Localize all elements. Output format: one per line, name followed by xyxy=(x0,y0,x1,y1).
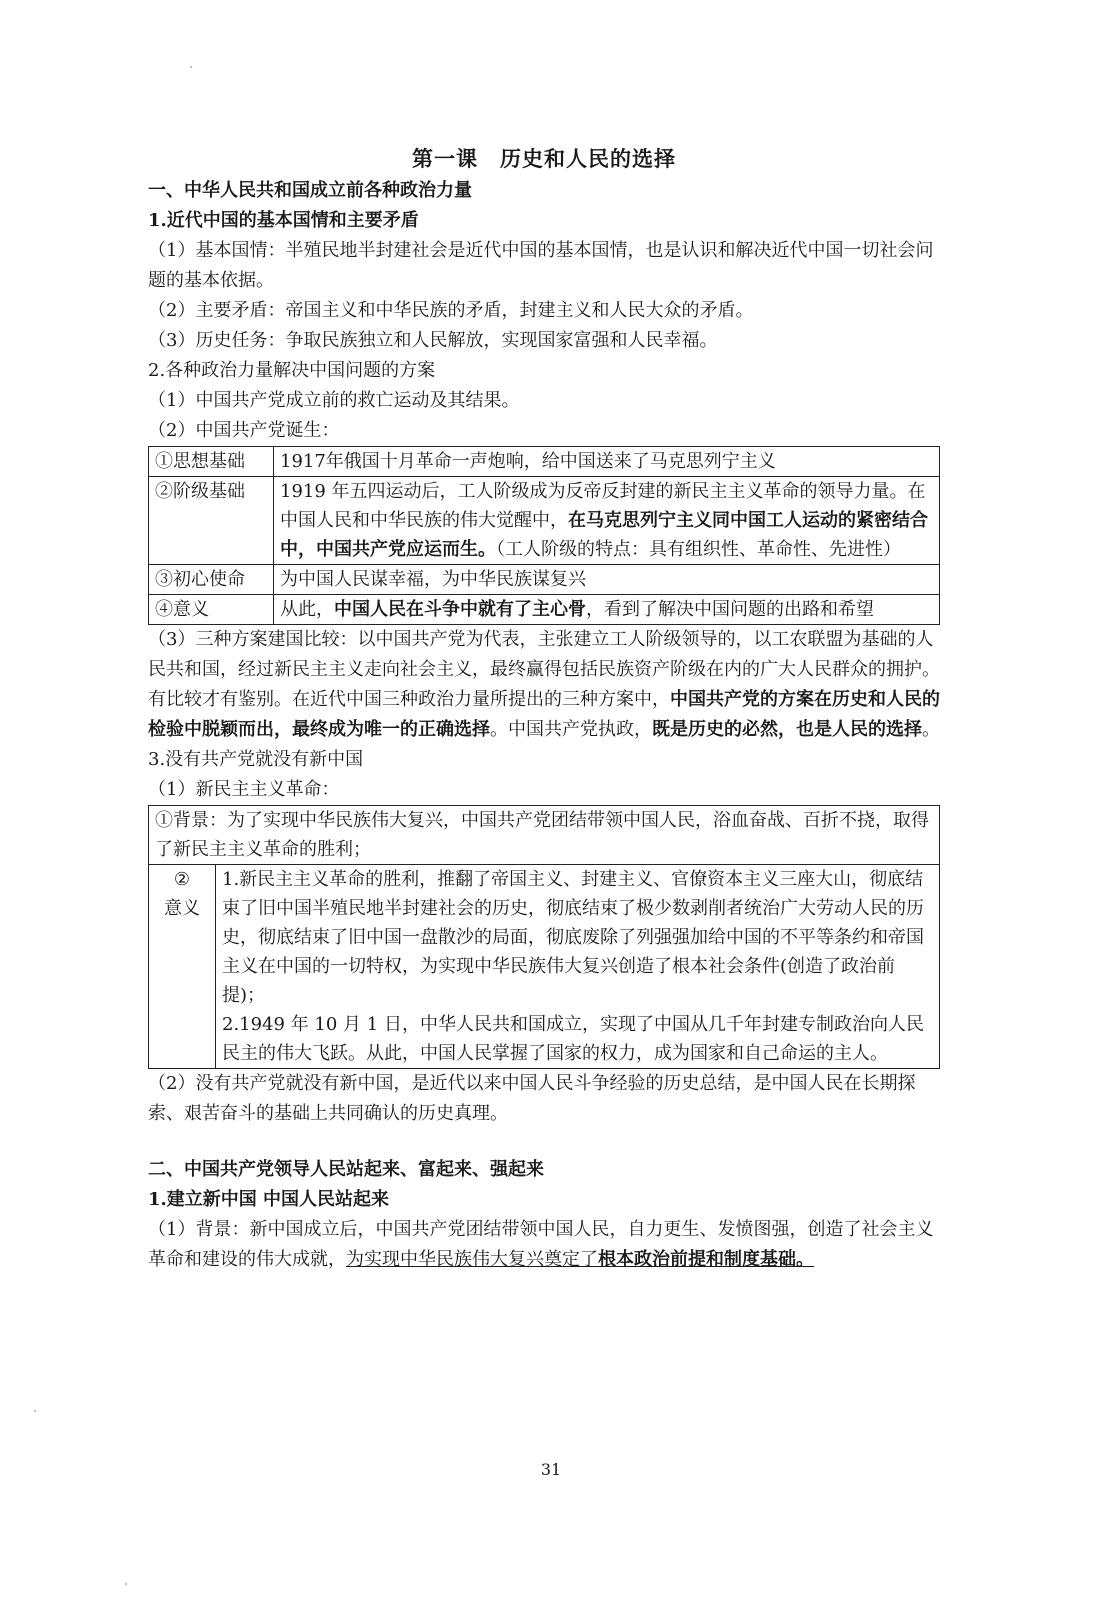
paragraph: （1）新民主主义革命： xyxy=(148,779,340,800)
scan-speck xyxy=(190,66,192,68)
page-number: 31 xyxy=(540,1460,562,1479)
cell-text: 1.新民主主义革命的胜利，推翻了帝国主义、封建主义、官僚资本主义三座大山，彻底结束了旧中国半殖民地半封建社会的历史，彻底结束了极少数剥削者统治广大劳动人民的历史，彻底结束了旧中国一盘散沙的局面，彻底废除了列强强加给中国的不平等条约和帝国主义在中国的一切特权，为实现中华民族伟大复兴创造了根本社会条件(创造了政治前提)； xyxy=(222,869,924,1006)
subheading-1-3: 3.没有共产党就没有新中国 xyxy=(148,749,364,770)
table-label: ④意义 xyxy=(149,595,274,625)
paragraph: （1）基本国情：半殖民地半封建社会是近代中国的基本国情，也是认识和解决近代中国一切社会问题的基本依据。 xyxy=(148,240,934,291)
text-run-underlined: 为实现中华民族伟大复兴奠定了 xyxy=(346,1249,598,1270)
table-row xyxy=(149,477,940,565)
table-row xyxy=(149,595,940,625)
cell-text-bold: 中国人民在斗争中就有了主心骨 xyxy=(334,599,586,620)
paragraph: （2）没有共产党就没有新中国，是近代以来中国人民斗争经验的历史总结，是中国人民在长期探索、艰苦奋斗的基础上共同确认的历史真理。 xyxy=(148,1073,916,1124)
label-number: ② xyxy=(173,869,191,890)
table-cell: ①背景：为了实现中华民族伟大复兴，中国共产党团结带领中国人民，浴血奋战、百折不挠，取得了新民主主义革命的胜利； xyxy=(149,806,940,865)
paragraph: （3）历史任务：争取民族独立和人民解放，实现国家富强和人民幸福。 xyxy=(148,330,718,351)
table-cell: 1917年俄国十月革命一声炮响，给中国送来了马克思列宁主义 xyxy=(274,447,940,477)
table-label: ①思想基础 xyxy=(149,447,274,477)
subheading-1-1: 1.近代中国的基本国情和主要矛盾 xyxy=(148,210,419,231)
cell-text: 从此， xyxy=(280,599,334,620)
cell-text: （工人阶级的特点：具有组织性、革命性、先进性） xyxy=(496,539,901,560)
section-heading-2: 二、中国共产党领导人民站起来、富起来、强起来 xyxy=(148,1159,544,1180)
cell-text-bold: 在马克思列宁主义同中国工人运动的紧密结合中，中国共产党应运而生。 xyxy=(280,510,928,560)
subheading-1-2: 2.各种政治力量解决中国问题的方案 xyxy=(148,360,436,381)
cell-text: 2.1949 年 10 月 1 日，中华人民共和国成立，实现了中国从几千年封建专制政治向人民民主的伟大飞跃。从此，中国人民掌握了国家的权力，成为国家和自己命运的主人。 xyxy=(222,1014,924,1064)
table-cell xyxy=(274,477,940,565)
paragraph: （2）主要矛盾：帝国主义和中华民族的矛盾，封建主义和人民大众的矛盾。 xyxy=(148,300,754,321)
paragraph: （1）中国共产党成立前的救亡运动及其结果。 xyxy=(148,390,520,411)
table-row xyxy=(149,865,940,1069)
lesson-title: 第一课 历史和人民的选择 xyxy=(412,146,676,171)
table-row xyxy=(149,806,940,865)
text-run: （3）三种方案建国比较：以中国共产党为代表，主张建立工人阶级领导的，以工农联盟为基础的人民共和国，经过新民主主义走向社会主义，最终赢得包括民族资产阶级在内的广大人民群众的拥护。有比较才有鉴别。在近代中国三种政治力量所提出的三种方案中， xyxy=(148,629,940,710)
table-label: ③初心使命 xyxy=(149,565,274,595)
table-cell xyxy=(216,865,940,1069)
table-cell: 为中国人民谋幸福，为中华民族谋复兴 xyxy=(274,565,940,595)
table-row xyxy=(149,565,940,595)
text-run: （1）背景：新中国成立后，中国共产党团结带领中国人民，自力更生、发愤图强，创造了社会主义革命和建设的伟大成就， xyxy=(148,1219,934,1270)
section-heading-1: 一、中华人民共和国成立前各种政治力量 xyxy=(148,180,472,201)
text-run-underlined-bold: 根本政治前提和制度基础。 xyxy=(598,1249,814,1270)
text-run: 。中国共产党执政， xyxy=(490,719,652,740)
text-run-bold: 中国共产党的方案在历史和人民的检验中脱颖而出，最终成为唯一的正确选择 xyxy=(148,689,940,740)
paragraph xyxy=(148,1215,940,1275)
party-founding-table xyxy=(148,446,940,625)
paragraph: （2）中国共产党诞生： xyxy=(148,420,340,441)
label-text: 意义 xyxy=(164,898,200,919)
scan-speck xyxy=(125,1583,127,1585)
text-run: 。 xyxy=(922,719,940,740)
document-page xyxy=(148,138,940,1275)
table-label xyxy=(149,865,216,1069)
revolution-table xyxy=(148,805,940,1069)
table-label: ②阶级基础 xyxy=(149,477,274,565)
subheading-2-1: 1.建立新中国 中国人民站起来 xyxy=(148,1189,390,1210)
table-cell xyxy=(274,595,940,625)
scan-speck xyxy=(34,1410,36,1412)
text-run-bold: 既是历史的必然，也是人民的选择 xyxy=(652,719,922,740)
cell-text: 1919 年五四运动后，工人阶级成为反帝反封建的新民主主义革命的领导力量。在中国人民和中华民族的伟大觉醒中， xyxy=(280,481,926,531)
paragraph xyxy=(148,625,940,745)
cell-text: ，看到了解决中国问题的出路和希望 xyxy=(586,599,874,620)
table-row xyxy=(149,447,940,477)
